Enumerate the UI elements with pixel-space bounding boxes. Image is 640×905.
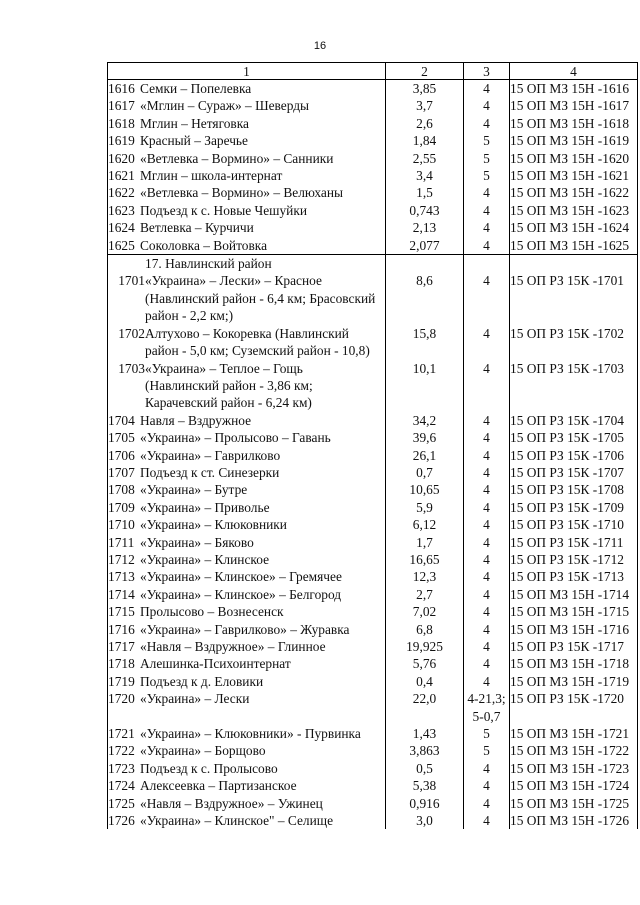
road-number: 1716 — [108, 621, 135, 637]
road-name: «Украина» – Теплое – Гощь — [145, 360, 303, 376]
road-name: Навля – Вздружное — [140, 412, 252, 428]
road-code: 15 ОП МЗ 15Н -1619 — [510, 132, 638, 149]
road-name-cell — [108, 132, 386, 149]
road-name-cell — [108, 115, 386, 132]
road-code: 15 ОП РЗ 15К -1703 — [510, 360, 638, 412]
road-code: 15 ОП МЗ 15Н -1618 — [510, 115, 638, 132]
road-name-cell — [108, 464, 386, 481]
road-name-cell — [108, 412, 386, 429]
table-body — [108, 80, 638, 830]
road-code: 15 ОП МЗ 15Н -1625 — [510, 237, 638, 255]
road-code: 15 ОП РЗ 15К -1720 — [510, 690, 638, 725]
road-category: 4 — [464, 603, 510, 620]
road-length: 6,8 — [386, 621, 464, 638]
road-name-line: район - 2,2 км;) — [145, 308, 234, 324]
road-length: 3,7 — [386, 97, 464, 114]
road-category: 4 — [464, 97, 510, 114]
road-name: «Мглин – Сураж» – Шеверды — [140, 98, 310, 114]
road-name-cell — [108, 499, 386, 516]
road-category-line: 5-0,7 — [472, 708, 501, 724]
road-name-cell — [108, 812, 386, 829]
road-number: 1723 — [108, 760, 135, 776]
table-row — [108, 777, 638, 794]
road-number: 1714 — [108, 586, 135, 602]
road-code: 15 ОП МЗ 15Н -1623 — [510, 202, 638, 219]
road-category: 4 — [464, 360, 510, 412]
road-category: 4 — [464, 464, 510, 481]
roads-table — [107, 62, 638, 829]
road-name-cell — [108, 777, 386, 794]
road-name: «Украина» – Клюковники» - Пурвинка — [140, 726, 361, 742]
table-row — [108, 481, 638, 498]
road-name-cell — [108, 80, 386, 98]
road-name-line: Карачевский район - 6,24 км) — [145, 395, 312, 411]
road-name-cell — [108, 184, 386, 201]
road-number: 1717 — [108, 639, 135, 654]
road-name: «Украина» – Клюковники — [140, 517, 287, 533]
road-code: 15 ОП МЗ 15Н -1624 — [510, 219, 638, 236]
road-category: 4 — [464, 412, 510, 429]
road-length: 2,7 — [386, 586, 464, 603]
road-category: 4 — [464, 219, 510, 236]
road-length: 0,916 — [386, 795, 464, 812]
table-row — [108, 167, 638, 184]
table-row — [108, 272, 638, 324]
table-row — [108, 621, 638, 638]
table-row — [108, 325, 638, 360]
road-number: 1624 — [108, 220, 135, 236]
road-length: 8,6 — [386, 272, 464, 324]
road-name-cell — [108, 272, 386, 324]
road-number: 1719 — [108, 673, 135, 689]
road-name-cell — [108, 481, 386, 498]
road-name: Соколовка – Войтовка — [140, 237, 268, 253]
road-name-cell — [108, 568, 386, 585]
road-number: 1724 — [108, 778, 135, 794]
table-row — [108, 464, 638, 481]
table-header-row — [108, 63, 638, 80]
road-number: 1709 — [108, 499, 135, 515]
road-name-cell — [108, 725, 386, 742]
road-category: 4 — [464, 777, 510, 794]
table-row — [108, 568, 638, 585]
table-row — [108, 150, 638, 167]
road-category: 5 — [464, 742, 510, 759]
road-name-line — [108, 272, 385, 289]
road-code: 15 ОП РЗ 15К -1717 — [510, 638, 638, 655]
road-length: 0,7 — [386, 464, 464, 481]
table-row — [108, 690, 638, 725]
road-number: 1726 — [108, 813, 135, 829]
table-row — [108, 673, 638, 690]
road-name-cell — [108, 97, 386, 114]
road-name-cell — [108, 638, 386, 655]
road-code: 15 ОП МЗ 15Н -1719 — [510, 673, 638, 690]
road-code: 15 ОП РЗ 15К -1713 — [510, 568, 638, 585]
column-header: 4 — [510, 63, 638, 80]
table-row — [108, 795, 638, 812]
table-row — [108, 551, 638, 568]
road-name: Семки – Попелевка — [140, 81, 252, 96]
road-length: 10,1 — [386, 360, 464, 412]
road-name-line — [108, 360, 385, 377]
road-length: 2,13 — [386, 219, 464, 236]
road-name-cell — [108, 219, 386, 236]
road-length: 3,863 — [386, 742, 464, 759]
road-name-line: район - 5,0 км; Суземский район - 10,8) — [145, 343, 370, 359]
table-row — [108, 237, 638, 255]
road-code: 15 ОП МЗ 15Н -1716 — [510, 621, 638, 638]
road-category: 4 — [464, 655, 510, 672]
road-name: «Украина» – Гаврилково — [140, 447, 281, 463]
road-name: Подъезд к д. Еловики — [140, 673, 264, 689]
road-name-cell — [108, 534, 386, 551]
district-heading: 17. Навлинский район — [145, 256, 272, 272]
road-name-line — [108, 325, 385, 342]
road-code: 15 ОП МЗ 15Н -1726 — [510, 812, 638, 829]
road-name: «Украина» – Лески — [140, 691, 250, 707]
road-name-cell — [108, 447, 386, 464]
road-number: 1701 — [118, 273, 145, 289]
table-row — [108, 812, 638, 829]
table-row — [108, 499, 638, 516]
road-name: Мглин – Нетяговка — [140, 115, 249, 131]
road-name-cell — [108, 167, 386, 184]
road-code: 15 ОП МЗ 15Н -1715 — [510, 603, 638, 620]
road-name-line: (Навлинский район - 3,86 км; — [145, 377, 313, 393]
road-code: 15 ОП МЗ 15Н -1724 — [510, 777, 638, 794]
road-name: Подъезд к ст. Синезерки — [140, 464, 280, 480]
road-number: 1618 — [108, 115, 135, 131]
road-name: «Украина» – Борщово — [140, 743, 266, 759]
road-name: «Украина» – Приволье — [140, 499, 270, 515]
road-name-cell — [108, 673, 386, 690]
road-name-cell — [108, 690, 386, 725]
road-number: 1619 — [108, 133, 135, 149]
road-length: 16,65 — [386, 551, 464, 568]
road-number: 1625 — [108, 237, 135, 253]
road-length: 3,0 — [386, 812, 464, 829]
road-number: 1722 — [108, 743, 135, 759]
road-code: 15 ОП РЗ 15К -1709 — [510, 499, 638, 516]
road-code: 15 ОП МЗ 15Н -1721 — [510, 725, 638, 742]
road-length: 1,43 — [386, 725, 464, 742]
road-number: 1704 — [108, 412, 135, 428]
road-name-cell — [108, 795, 386, 812]
road-name-cell — [108, 325, 386, 360]
table-row — [108, 80, 638, 98]
road-number: 1707 — [108, 464, 135, 480]
table-row — [108, 97, 638, 114]
road-category: 4 — [464, 621, 510, 638]
road-length: 6,12 — [386, 516, 464, 533]
road-name: «Навля – Вздружное» – Глинное — [140, 639, 326, 654]
road-category: 4 — [464, 325, 510, 360]
road-code: 15 ОП РЗ 15К -1708 — [510, 481, 638, 498]
road-code: 15 ОП РЗ 15К -1710 — [510, 516, 638, 533]
road-name: «Украина» – Бяково — [140, 534, 254, 550]
road-number: 1711 — [108, 534, 135, 550]
district-heading-row — [108, 255, 638, 273]
road-category: 4 — [464, 115, 510, 132]
road-name-cell — [108, 586, 386, 603]
road-name: «Украина» – Клинское» – Гремячее — [140, 569, 342, 585]
road-length: 7,02 — [386, 603, 464, 620]
table-row — [108, 132, 638, 149]
road-code: 15 ОП МЗ 15Н -1622 — [510, 184, 638, 201]
column-header: 2 — [386, 63, 464, 80]
road-category: 4 — [464, 272, 510, 324]
road-name-cell — [108, 360, 386, 412]
road-code: 15 ОП РЗ 15К -1711 — [510, 534, 638, 551]
road-code: 15 ОП МЗ 15Н -1617 — [510, 97, 638, 114]
road-name-cell — [108, 655, 386, 672]
road-code: 15 ОП РЗ 15К -1704 — [510, 412, 638, 429]
road-code: 15 ОП РЗ 15К -1712 — [510, 551, 638, 568]
road-category: 4 — [464, 80, 510, 98]
district-heading-cell — [108, 255, 386, 273]
road-category: 4 — [464, 812, 510, 829]
road-name-cell — [108, 237, 386, 255]
road-name: Алешинка-Психоинтернат — [140, 656, 291, 672]
road-number: 1706 — [108, 447, 135, 463]
table-row — [108, 742, 638, 759]
table-row — [108, 586, 638, 603]
road-category: 4 — [464, 586, 510, 603]
table-row — [108, 115, 638, 132]
road-category: 5 — [464, 132, 510, 149]
road-code: 15 ОП РЗ 15К -1706 — [510, 447, 638, 464]
road-name: «Украина» – Клинское" – Селище — [140, 813, 334, 829]
road-number: 1616 — [108, 81, 135, 96]
road-name: Подъезд к с. Пролысово — [140, 760, 278, 776]
table-row — [108, 184, 638, 201]
road-name: Алексеевка – Партизанское — [140, 778, 297, 794]
road-number: 1720 — [108, 691, 135, 707]
column-header: 3 — [464, 63, 510, 80]
road-number: 1620 — [108, 150, 135, 166]
road-category: 5 — [464, 725, 510, 742]
road-name-cell — [108, 621, 386, 638]
road-length: 5,76 — [386, 655, 464, 672]
road-length: 26,1 — [386, 447, 464, 464]
road-length: 1,7 — [386, 534, 464, 551]
road-name: «Украина» – Лески» – Красное — [145, 273, 322, 289]
road-name: «Украина» – Гаврилково» – Журавка — [140, 621, 350, 637]
road-name: «Ветлевка – Вормино» – Велюханы — [140, 185, 344, 201]
road-code: 15 ОП МЗ 15Н -1621 — [510, 167, 638, 184]
road-number: 1718 — [108, 656, 135, 672]
road-number: 1725 — [108, 795, 135, 811]
table-row — [108, 534, 638, 551]
road-length: 2,55 — [386, 150, 464, 167]
road-length: 3,85 — [386, 80, 464, 98]
road-name: Мглин – школа-интернат — [140, 168, 283, 184]
table-row — [108, 638, 638, 655]
table-row — [108, 412, 638, 429]
road-length: 0,743 — [386, 202, 464, 219]
road-length: 0,5 — [386, 760, 464, 777]
road-category: 5 — [464, 150, 510, 167]
road-length: 10,65 — [386, 481, 464, 498]
road-category: 5 — [464, 167, 510, 184]
road-category: 4 — [464, 202, 510, 219]
table-row — [108, 219, 638, 236]
road-length: 19,925 — [386, 638, 464, 655]
road-number: 1715 — [108, 604, 135, 620]
road-code: 15 ОП РЗ 15К -1707 — [510, 464, 638, 481]
road-category: 4 — [464, 638, 510, 655]
road-name: «Украина» – Пролысово – Гавань — [140, 430, 331, 446]
road-name-cell — [108, 150, 386, 167]
column-header: 1 — [108, 63, 386, 80]
road-length: 0,4 — [386, 673, 464, 690]
road-number: 1721 — [108, 726, 135, 742]
empty-cell — [464, 255, 510, 273]
road-length: 22,0 — [386, 690, 464, 725]
road-code: 15 ОП МЗ 15Н -1718 — [510, 655, 638, 672]
road-code: 15 ОП РЗ 15К -1705 — [510, 429, 638, 446]
road-code: 15 ОП МЗ 15Н -1616 — [510, 80, 638, 98]
road-length: 1,84 — [386, 132, 464, 149]
road-category: 4 — [464, 568, 510, 585]
road-number: 1708 — [108, 482, 135, 498]
road-length: 3,4 — [386, 167, 464, 184]
road-number: 1702 — [118, 325, 145, 341]
road-name-cell — [108, 516, 386, 533]
road-name-cell — [108, 760, 386, 777]
table-row — [108, 603, 638, 620]
road-name: Красный – Заречье — [140, 133, 248, 149]
road-length: 39,6 — [386, 429, 464, 446]
road-name-cell — [108, 202, 386, 219]
road-code: 15 ОП МЗ 15Н -1723 — [510, 760, 638, 777]
road-name-cell — [108, 429, 386, 446]
road-code: 15 ОП МЗ 15Н -1722 — [510, 742, 638, 759]
road-category: 4 — [464, 673, 510, 690]
road-category: 4 — [464, 481, 510, 498]
table-row — [108, 516, 638, 533]
road-number: 1703 — [118, 360, 145, 376]
road-length: 5,9 — [386, 499, 464, 516]
table-row — [108, 725, 638, 742]
table-row — [108, 447, 638, 464]
road-number: 1705 — [108, 430, 135, 446]
road-name: «Навля – Вздружное» – Ужинец — [140, 795, 323, 811]
road-name: «Украина» – Клинское — [140, 551, 270, 567]
road-number: 1617 — [108, 98, 135, 114]
table-row — [108, 360, 638, 412]
road-number: 1622 — [108, 185, 135, 201]
road-length: 2,077 — [386, 237, 464, 255]
road-name-cell — [108, 551, 386, 568]
road-code: 15 ОП МЗ 15Н -1725 — [510, 795, 638, 812]
road-length: 34,2 — [386, 412, 464, 429]
road-name: «Украина» – Клинское» – Белгород — [140, 586, 342, 602]
road-category — [464, 690, 510, 725]
road-number: 1623 — [108, 202, 135, 218]
road-name: Алтухово – Кокоревка (Навлинский — [145, 325, 349, 341]
table-row — [108, 429, 638, 446]
table-row — [108, 760, 638, 777]
road-length: 1,5 — [386, 184, 464, 201]
road-name-cell — [108, 603, 386, 620]
road-code: 15 ОП РЗ 15К -1702 — [510, 325, 638, 360]
empty-cell — [386, 255, 464, 273]
road-length: 5,38 — [386, 777, 464, 794]
road-name: Подъезд к с. Новые Чешуйки — [140, 202, 307, 218]
road-category: 4 — [464, 429, 510, 446]
road-category: 4 — [464, 534, 510, 551]
empty-cell — [510, 255, 638, 273]
road-name: Пролысово – Вознесенск — [140, 604, 284, 620]
road-name: Ветлевка – Курчичи — [140, 220, 254, 236]
road-number: 1713 — [108, 569, 135, 585]
table-row — [108, 202, 638, 219]
road-category: 4 — [464, 760, 510, 777]
road-name-line: (Навлинский район - 6,4 км; Брасовский — [145, 290, 376, 306]
table-row — [108, 655, 638, 672]
road-category: 4 — [464, 499, 510, 516]
road-length: 12,3 — [386, 568, 464, 585]
road-length: 15,8 — [386, 325, 464, 360]
road-number: 1712 — [108, 551, 135, 567]
road-number: 1710 — [108, 517, 135, 533]
road-code: 15 ОП МЗ 15Н -1714 — [510, 586, 638, 603]
road-category: 4 — [464, 237, 510, 255]
road-name-cell — [108, 742, 386, 759]
road-code: 15 ОП МЗ 15Н -1620 — [510, 150, 638, 167]
road-category: 4 — [464, 447, 510, 464]
road-number: 1621 — [108, 168, 135, 184]
road-category: 4 — [464, 184, 510, 201]
road-category: 4 — [464, 551, 510, 568]
page-number: 16 — [313, 40, 327, 52]
road-category: 4 — [464, 795, 510, 812]
road-category: 4 — [464, 516, 510, 533]
road-code: 15 ОП РЗ 15К -1701 — [510, 272, 638, 324]
road-length: 2,6 — [386, 115, 464, 132]
road-name: «Украина» – Бутре — [140, 482, 248, 498]
road-name: «Ветлевка – Вормино» – Санники — [140, 150, 334, 166]
road-category-line: 4-21,3; — [467, 691, 506, 707]
